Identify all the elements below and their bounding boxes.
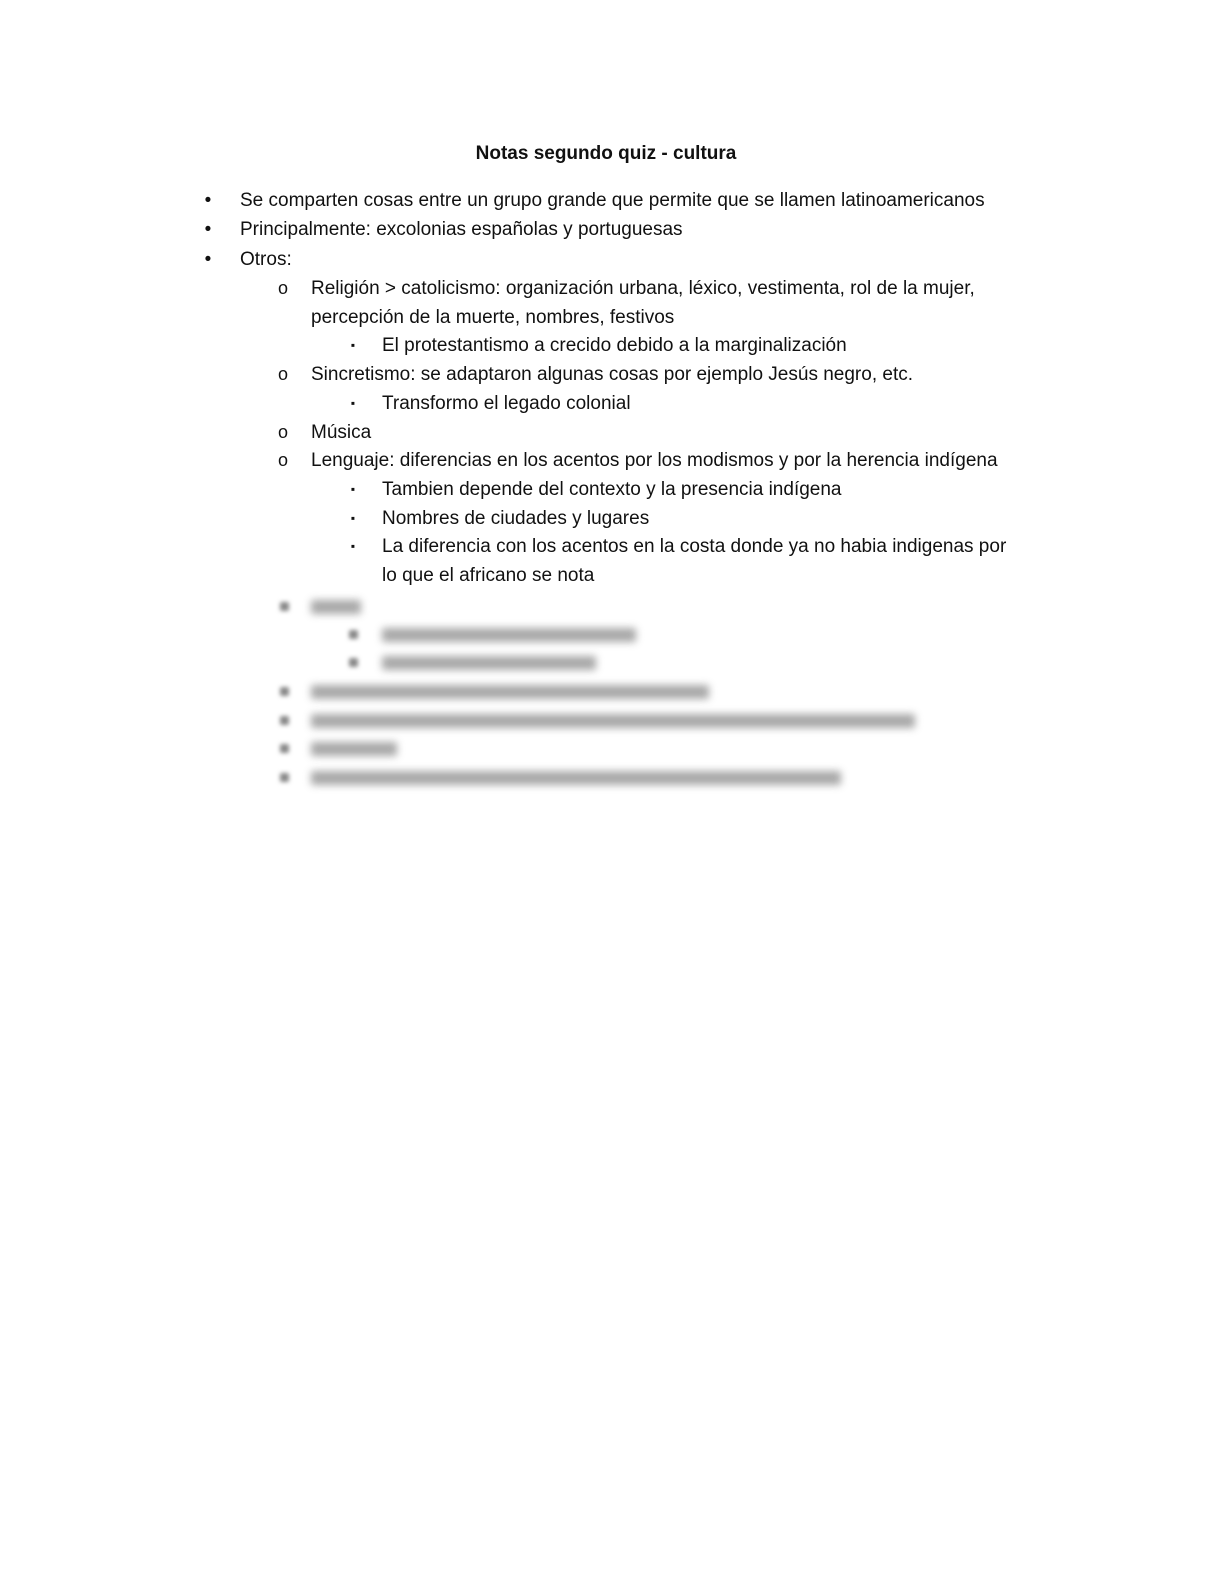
bullet-circle: o (277, 422, 288, 442)
list-item-text: Sincretismo: se adaptaron algunas cosas por ejemplo Jesús negro, etc. (311, 364, 913, 385)
redacted-line (311, 600, 361, 614)
bullet-square: ▪ (350, 396, 356, 410)
redacted-bullet (280, 744, 289, 753)
list-item-text: Principalmente: excolonias españolas y portuguesas (240, 219, 683, 240)
list-item-text: Lenguaje: diferencias en los acentos por los modismos y por la herencia indígena (311, 450, 998, 471)
bullet-circle: o (277, 450, 288, 470)
redacted-bullet (280, 716, 289, 725)
redacted-line (382, 656, 596, 670)
bullet-square: ▪ (350, 338, 356, 352)
redacted-line (311, 685, 709, 699)
list-item-text: Música (311, 422, 372, 443)
bullet-square: ▪ (350, 511, 356, 525)
redacted-line (311, 714, 915, 728)
redacted-bullet (280, 602, 289, 611)
list-item-text-continued: lo que el africano se nota (382, 565, 595, 586)
bullet-circle: o (277, 278, 288, 298)
redacted-bullet (280, 687, 289, 696)
list-item-text: Se comparten cosas entre un grupo grande que permite que se llamen latinoamericanos (240, 190, 985, 211)
bullet-square: ▪ (350, 482, 356, 496)
list-item-text: Nombres de ciudades y lugares (382, 508, 650, 529)
bullet-disc: • (204, 249, 212, 270)
bullet-square: ▪ (350, 539, 356, 553)
redacted-line (311, 771, 841, 785)
document-title: Notas segundo quiz - cultura (475, 143, 737, 164)
list-item-text: El protestantismo a crecido debido a la marginalización (382, 335, 847, 356)
list-item-text: Transformo el legado colonial (382, 393, 631, 414)
list-item-text: La diferencia con los acentos en la costa donde ya no habia indigenas por (382, 536, 1007, 557)
list-item-text: Tambien depende del contexto y la presencia indígena (382, 479, 842, 500)
redacted-line (311, 742, 397, 756)
list-item-text: Otros: (240, 249, 292, 270)
list-item-text: Religión > catolicismo: organización urbana, léxico, vestimenta, rol de la mujer, (311, 278, 975, 299)
list-item-text-continued: percepción de la muerte, nombres, festivos (311, 307, 675, 328)
bullet-disc: • (204, 219, 212, 240)
redacted-content-region (276, 592, 926, 792)
redacted-bullet (280, 773, 289, 782)
redacted-bullet (349, 630, 358, 639)
bullet-disc: • (204, 190, 212, 211)
redacted-line (382, 628, 636, 642)
redacted-bullet (349, 658, 358, 667)
bullet-circle: o (277, 364, 288, 384)
